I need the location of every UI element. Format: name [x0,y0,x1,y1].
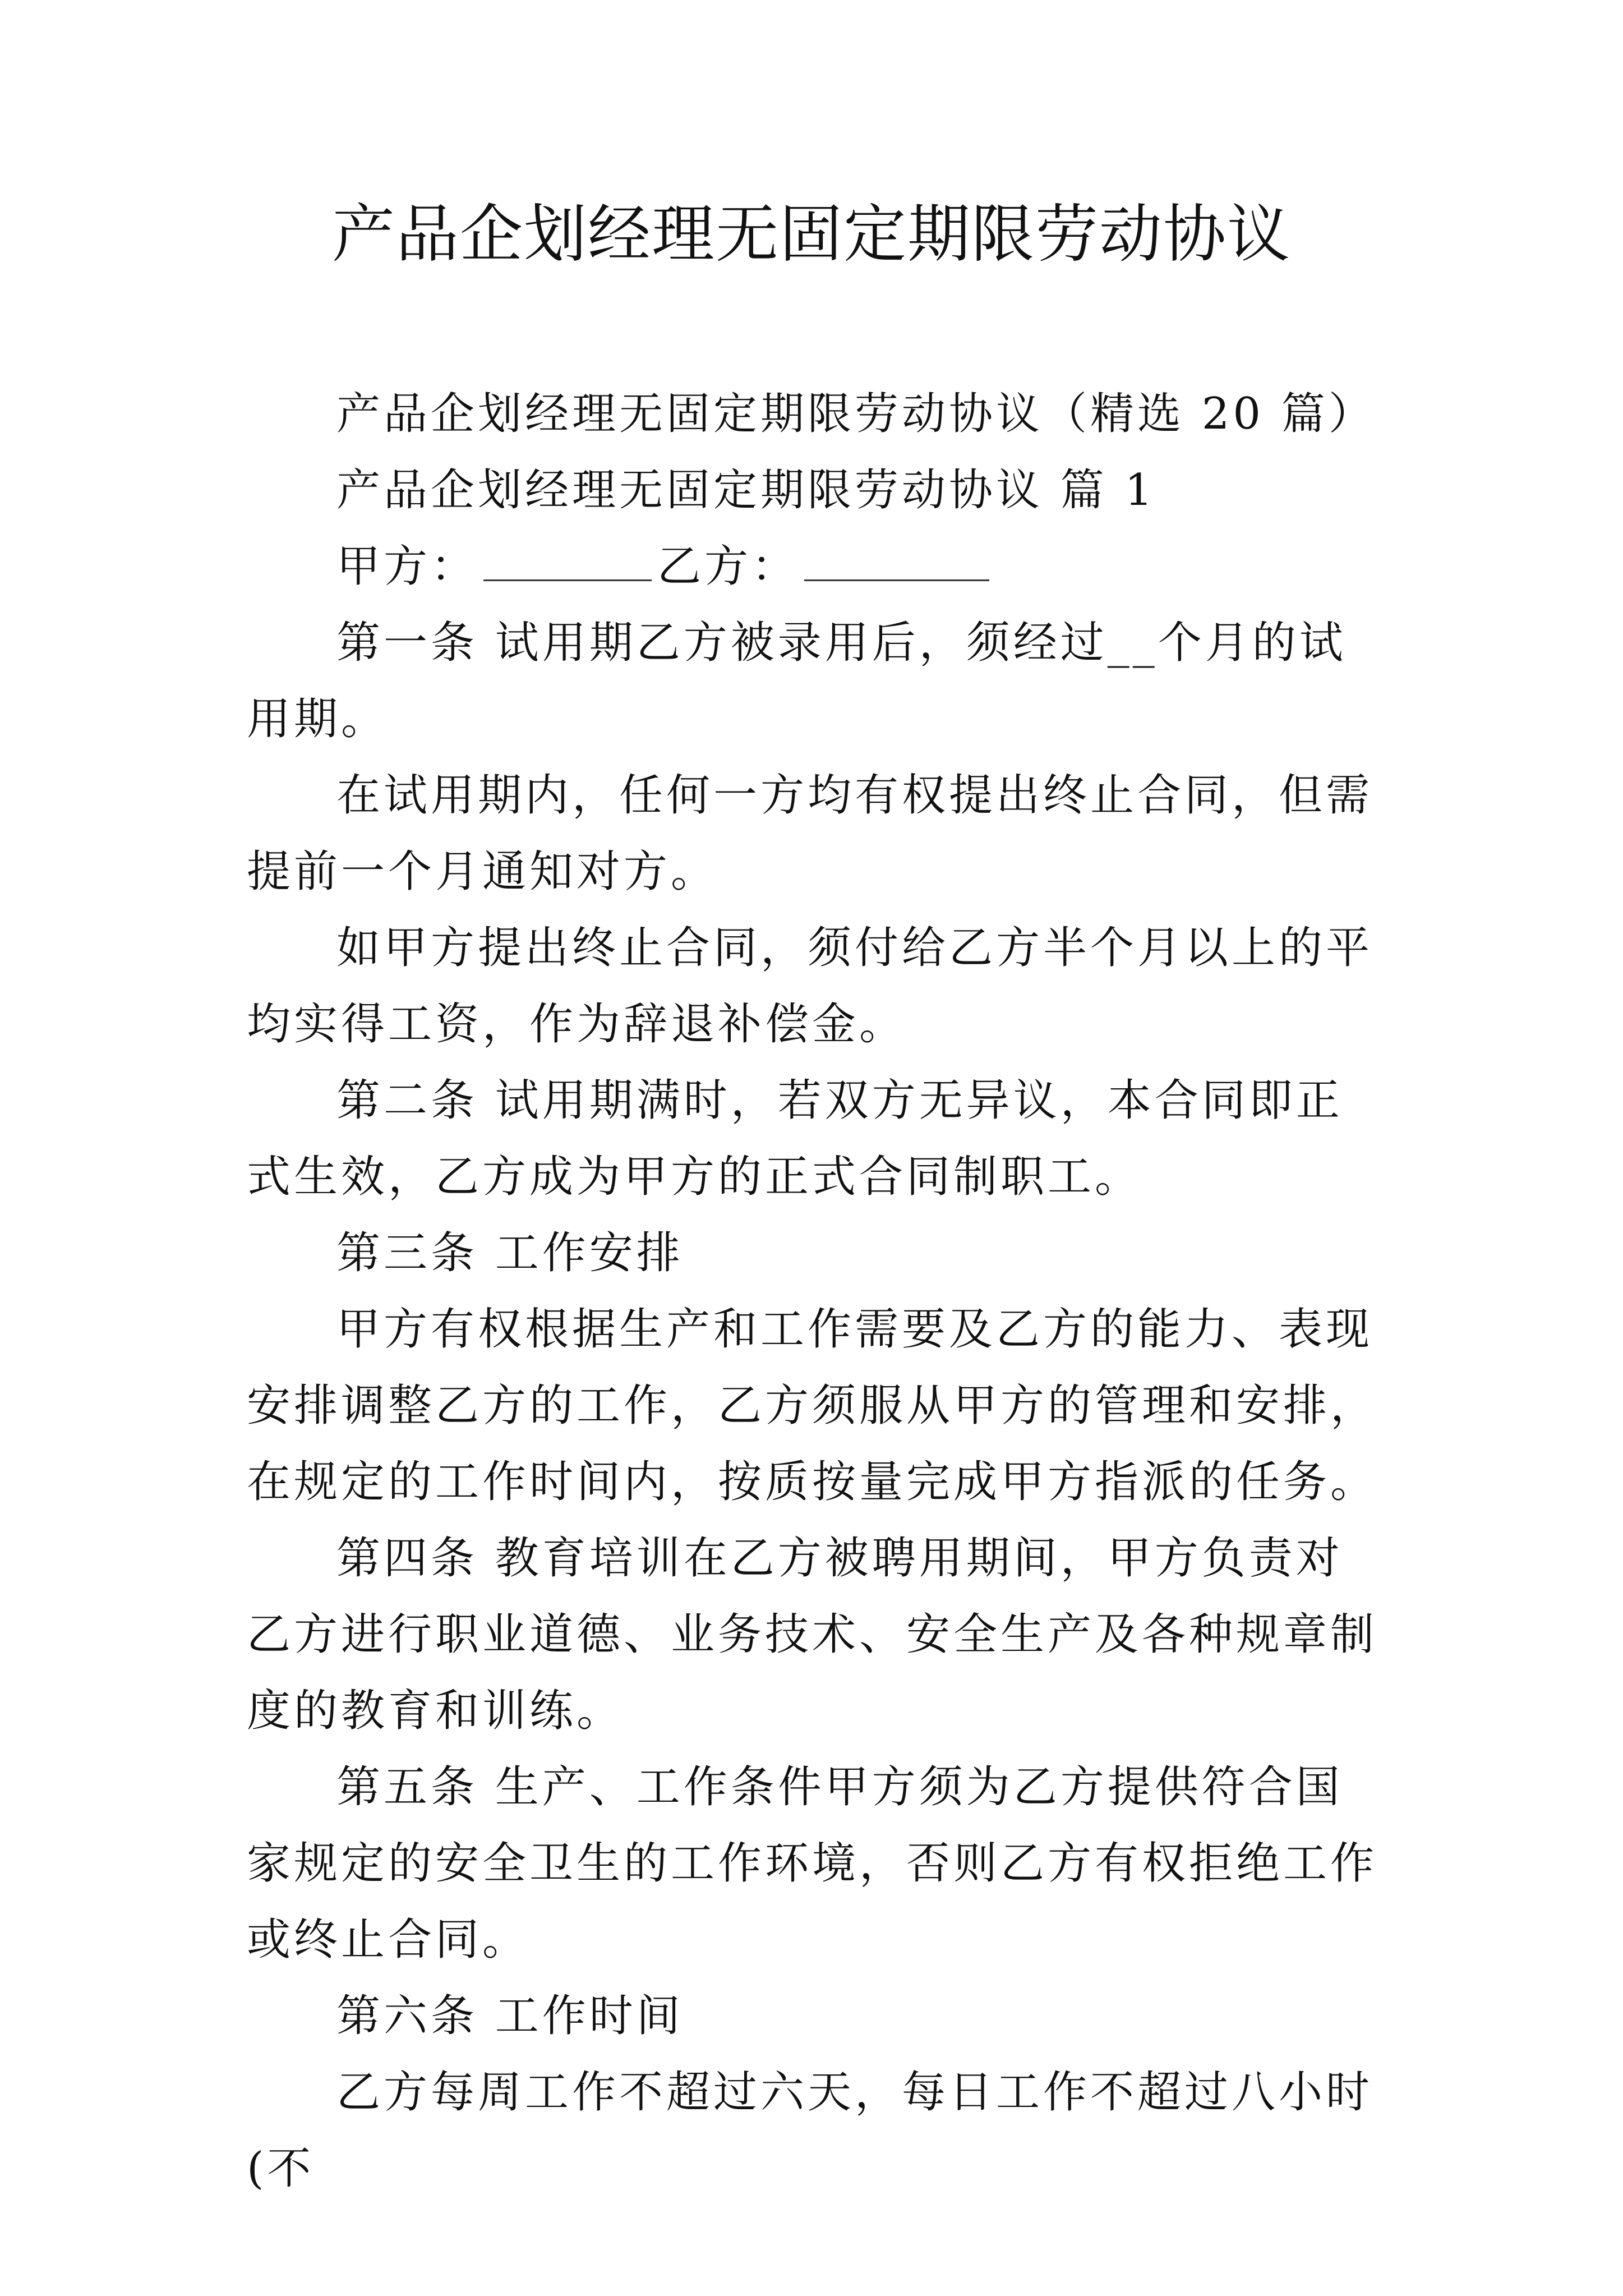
party-b-blank [804,540,989,581]
clause-5-work-conditions: 第五条 生产、工作条件甲方须为乙方提供符合国家规定的安全卫生的工作环境，否则乙方有权拒绝工作或终止合同。 [247,1762,1378,1965]
document-body [247,376,1380,2207]
section-heading: 产品企划经理无固定期限劳动协议 篇 1 [336,465,1156,516]
clause-6-heading: 第六条 工作时间 [336,1991,684,2041]
parties-line [247,528,1380,605]
clause-3-heading: 第三条 工作安排 [336,1228,684,1278]
document-subtitle: 产品企划经理无固定期限劳动协议（精选 20 篇） [336,389,1376,439]
paragraph-work-arrangement: 甲方有权根据生产和工作需要及乙方的能力、表现安排调整乙方的工作，乙方须服从甲方的管理和安排，在规定的工作时间内，按质按量完成甲方指派的任务。 [247,1304,1378,1507]
document-title: 产品企划经理无固定期限劳动协议 [332,198,1291,271]
paragraph-severance: 如甲方提出终止合同，须付给乙方半个月以上的平均实得工资，作为辞退补偿金。 [247,923,1373,1050]
paragraph-termination-notice: 在试用期内，任何一方均有权提出终止合同，但需提前一个月通知对方。 [247,770,1373,897]
party-a-blank [483,540,652,581]
clause-1-probation: 第一条 试用期乙方被录用后，须经过__个月的试用期。 [247,618,1347,744]
clause-4-training: 第四条 教育培训在乙方被聘用期间，甲方负责对乙方进行职业道德、业务技术、安全生产及各种规章制度的教育和训练。 [247,1533,1378,1736]
paragraph-working-hours: 乙方每周工作不超过六天，每日工作不超过八小时(不 [247,2067,1373,2194]
party-b-label: 乙方： [657,541,799,592]
clause-2-formal-contract: 第二条 试用期满时，若双方无异议，本合同即正式生效，乙方成为甲方的正式合同制职工。 [247,1075,1343,1202]
party-a-label: 甲方： [336,541,478,592]
